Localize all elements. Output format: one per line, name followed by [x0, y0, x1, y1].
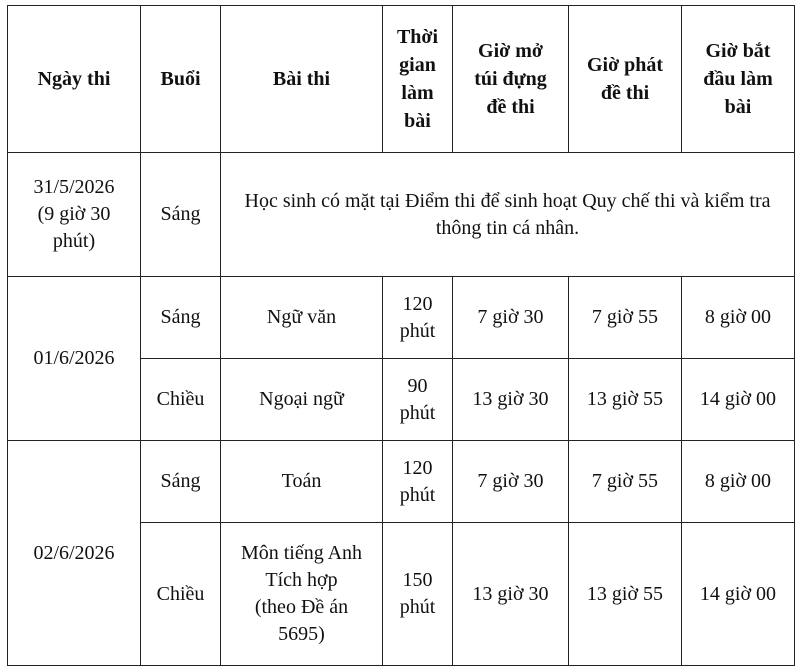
session-cell: Chiều	[141, 523, 221, 666]
duration-cell: 90 phút	[383, 359, 453, 441]
start-time-cell: 14 giờ 00	[682, 359, 795, 441]
open-bag-time-cell: 7 giờ 30	[453, 277, 569, 359]
open-bag-time-cell: 13 giờ 30	[453, 359, 569, 441]
table-row	[8, 153, 795, 277]
header-duration: Thời gian làm bài	[383, 6, 453, 153]
subject-cell: Ngữ văn	[221, 277, 383, 359]
header-row	[8, 6, 795, 153]
start-time-cell: 14 giờ 00	[682, 523, 795, 666]
date-cell: 02/6/2026	[8, 441, 141, 666]
header-distribute: Giờ phát đề thi	[569, 6, 682, 153]
distribute-time-cell: 13 giờ 55	[569, 523, 682, 666]
distribute-time-cell: 7 giờ 55	[569, 277, 682, 359]
open-bag-time-cell: 13 giờ 30	[453, 523, 569, 666]
header-subject: Bài thi	[221, 6, 383, 153]
header-start: Giờ bắt đầu làm bài	[682, 6, 795, 153]
header-open-bag: Giờ mở túi đựng đề thi	[453, 6, 569, 153]
subject-cell: Toán	[221, 441, 383, 523]
exam-schedule	[7, 5, 795, 666]
header-date: Ngày thi	[8, 6, 141, 153]
orientation-note: Học sinh có mặt tại Điểm thi để sinh hoạt Quy chế thi và kiểm tra thông tin cá nhân.	[221, 153, 795, 277]
duration-cell: 120 phút	[383, 441, 453, 523]
date-cell: 01/6/2026	[8, 277, 141, 441]
header-session: Buổi	[141, 6, 221, 153]
duration-cell: 150 phút	[383, 523, 453, 666]
table-row	[8, 277, 795, 359]
start-time-cell: 8 giờ 00	[682, 441, 795, 523]
session-cell: Sáng	[141, 441, 221, 523]
distribute-time-cell: 7 giờ 55	[569, 441, 682, 523]
table-row	[8, 441, 795, 523]
exam-schedule-table	[7, 5, 795, 666]
duration-cell: 120 phút	[383, 277, 453, 359]
open-bag-time-cell: 7 giờ 30	[453, 441, 569, 523]
subject-cell: Môn tiếng Anh Tích hợp (theo Đề án 5695)	[221, 523, 383, 666]
session-cell: Chiều	[141, 359, 221, 441]
subject-cell: Ngoại ngữ	[221, 359, 383, 441]
date-cell: 31/5/2026 (9 giờ 30 phút)	[8, 153, 141, 277]
session-cell: Sáng	[141, 277, 221, 359]
distribute-time-cell: 13 giờ 55	[569, 359, 682, 441]
session-cell: Sáng	[141, 153, 221, 277]
start-time-cell: 8 giờ 00	[682, 277, 795, 359]
